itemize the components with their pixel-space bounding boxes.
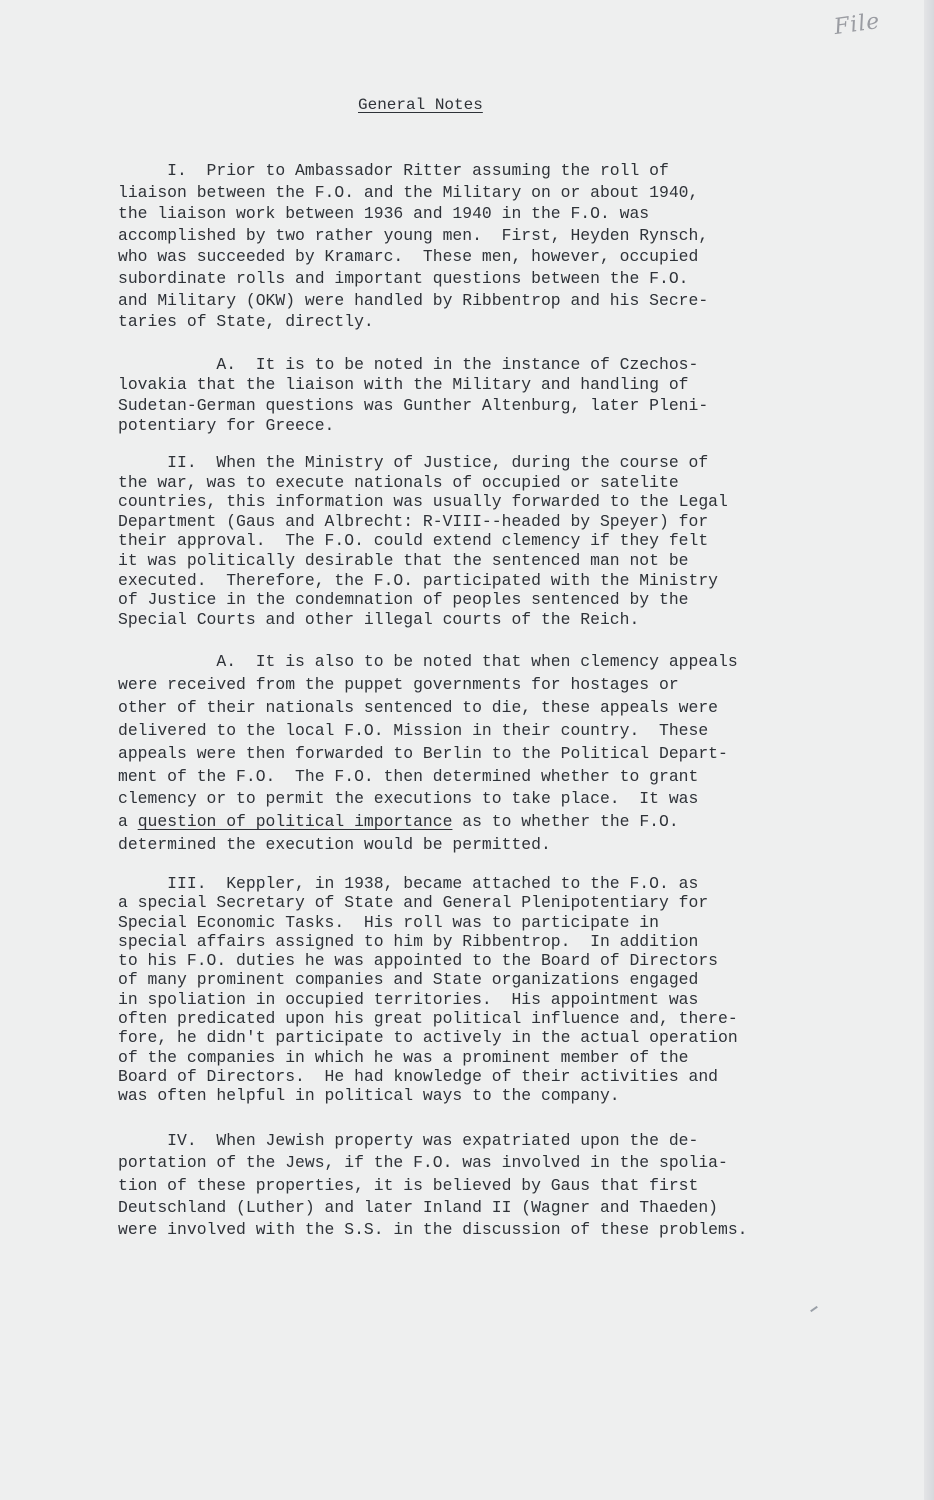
paragraph-iv: IV. When Jewish property was expatriated upon the de- portation of the Jews, if the F.O. was involved in the spolia- tion of these properties, it is believed by Gaus that first Deutschland (Luther) and later Inland II (Wagner and Thaeden) were involved with the S.S. in the discussion of these problems.: [118, 1131, 748, 1240]
paragraph-iii: III. Keppler, in 1938, became attached to the F.O. as a special Secretary of State and General Plenipotentiary for Special Economic Tasks. His roll was to participate in special affairs assigned to him by Ribbentrop. In addition to his F.O. duties he was appointed to the Board of Directors of many prominent companies and State organizations engaged in spoliation in occupied territories. His appointment was often predicated upon his great political influence and, there- fore, he didn't participate to actively in the actual operation of the companies in which he was a prominent member of the Board of Directors. He had knowledge of their activities and was often helpful in political ways to the company.: [118, 874, 738, 1106]
paragraph-i: I. Prior to Ambassador Ritter assuming the roll of liaison between the F.O. and the Military on or about 1940, the liaison work between 1936 and 1940 in the F.O. was accomplished by two rather young men. First, Heyden Rynsch, who was succeeded by Kramarc. These men, however, occupied subordinate rolls and important questions between the F.O. and Military (OKW) were handled by Ribbentrop and his Secre- taries of State, directly.: [118, 161, 709, 332]
underlined-phrase: question of political importance: [137, 812, 453, 832]
document-title: General Notes: [358, 96, 483, 114]
paragraph-ii-a-text-start: A. It is also to be noted that when clemency appeals were received from the puppet governments for hostages or other of their nationals sentenced to die, these appeals were delivered to the local F.O. Mission in their country. These appeals were then forwarded to Berlin to the Political Depart- ment of the F.O. The F.O. then determined whether to grant clemency or to permit the executions to take place. It was a: [118, 652, 738, 832]
handwritten-file-annotation: File: [832, 8, 882, 41]
paragraph-ii-a-text-end: as to whether the F.O. determined the execution would be permitted.: [118, 812, 679, 855]
pencil-tick-mark: [810, 1306, 818, 1312]
paragraph-ii-a: [118, 651, 858, 857]
paragraph-ii: II. When the Ministry of Justice, during the course of the war, was to execute nationals of occupied or satelite countries, this information was usually forwarded to the Legal Department (Gaus and Albrecht: R-VIII--headed by Speyer) for their approval. The F.O. could extend clemency if they felt it was politically desirable that the sentenced man not be executed. Therefore, the F.O. participated with the Ministry of Justice in the condemnation of peoples sentenced by the Special Courts and other illegal courts of the Reich.: [118, 453, 728, 629]
page-edge-shadow: [924, 0, 934, 1500]
paragraph-i-a: A. It is to be noted in the instance of Czechos- lovakia that the liaison with the Military and handling of Sudetan-German questions was Gunther Altenburg, later Pleni- potentiary for Greece.: [118, 355, 709, 436]
